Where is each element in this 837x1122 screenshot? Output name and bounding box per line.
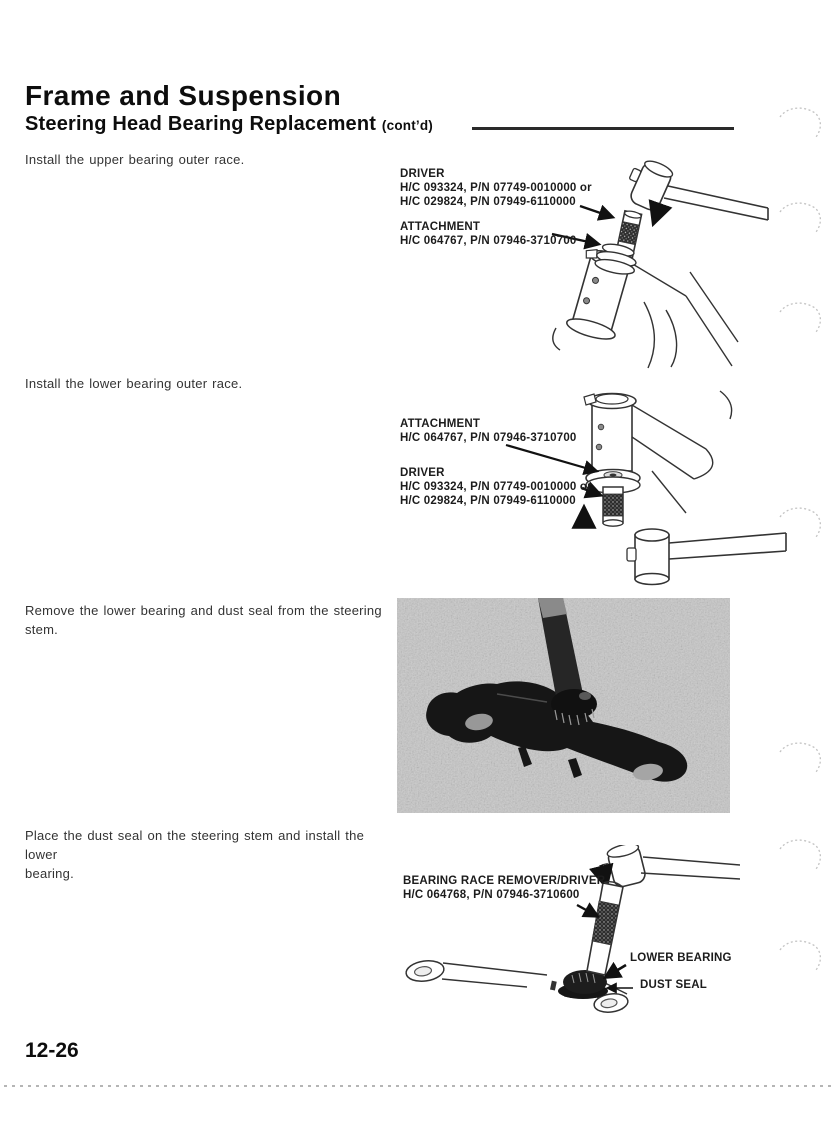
attachment-tool-label: [400, 417, 577, 445]
instruction-line: Install the lower bearing outer race.: [25, 376, 243, 391]
driver-tool-label: [400, 466, 592, 508]
tool-name: DRIVER: [400, 168, 445, 180]
instruction-line: Remove the lower bearing and dust seal from the steering: [25, 603, 382, 618]
part-number: H/C 029824, P/N 07949-6110000: [400, 495, 576, 507]
lower-bearing-callout: [630, 951, 732, 965]
callout-text: DUST SEAL: [640, 979, 707, 991]
tool-name: BEARING RACE REMOVER/DRIVER: [403, 875, 606, 887]
attachment-tool-label: [400, 220, 577, 248]
section-heading: [25, 113, 433, 136]
instruction-remove-bearing: [25, 601, 393, 639]
instruction-line: Install the upper bearing outer race.: [25, 152, 245, 167]
part-number: H/C 064768, P/N 07946-3710600: [403, 889, 580, 901]
install-lower-bearing-figure: [395, 845, 740, 1020]
instruction-line: Place the dust seal on the steering stem and install the lower: [25, 828, 365, 862]
instruction-line: stem.: [25, 622, 59, 637]
tool-name: DRIVER: [400, 467, 445, 479]
tool-name: ATTACHMENT: [400, 221, 481, 233]
part-number: H/C 064767, P/N 07946-3710700: [400, 235, 577, 247]
section-heading-text: Steering Head Bearing Replacement: [25, 113, 377, 135]
instruction-line: bearing.: [25, 866, 74, 881]
part-number: H/C 064767, P/N 07946-3710700: [400, 432, 577, 444]
part-number: H/C 093324, P/N 07749-0010000 or: [400, 182, 592, 194]
page-title: Frame and Suspension: [25, 80, 342, 111]
remover-driver-tool-label: [403, 874, 605, 902]
page-edge-line: [4, 1085, 832, 1087]
steering-stem-photo: [397, 598, 730, 813]
dust-seal-callout: [640, 978, 707, 992]
page-number: 12-26: [25, 1039, 79, 1062]
heading-rule: [472, 127, 734, 130]
driver-tool-label: [400, 167, 592, 209]
instruction-install-bearing: [25, 826, 393, 883]
part-number: H/C 093324, P/N 07749-0010000 or: [400, 481, 592, 493]
tool-name: ATTACHMENT: [400, 418, 481, 430]
instruction-upper-race: [25, 150, 393, 169]
contd-suffix: (cont’d): [381, 118, 434, 133]
callout-text: LOWER BEARING: [630, 952, 732, 964]
part-number: H/C 029824, P/N 07949-6110000: [400, 196, 576, 208]
instruction-lower-race: [25, 374, 393, 393]
